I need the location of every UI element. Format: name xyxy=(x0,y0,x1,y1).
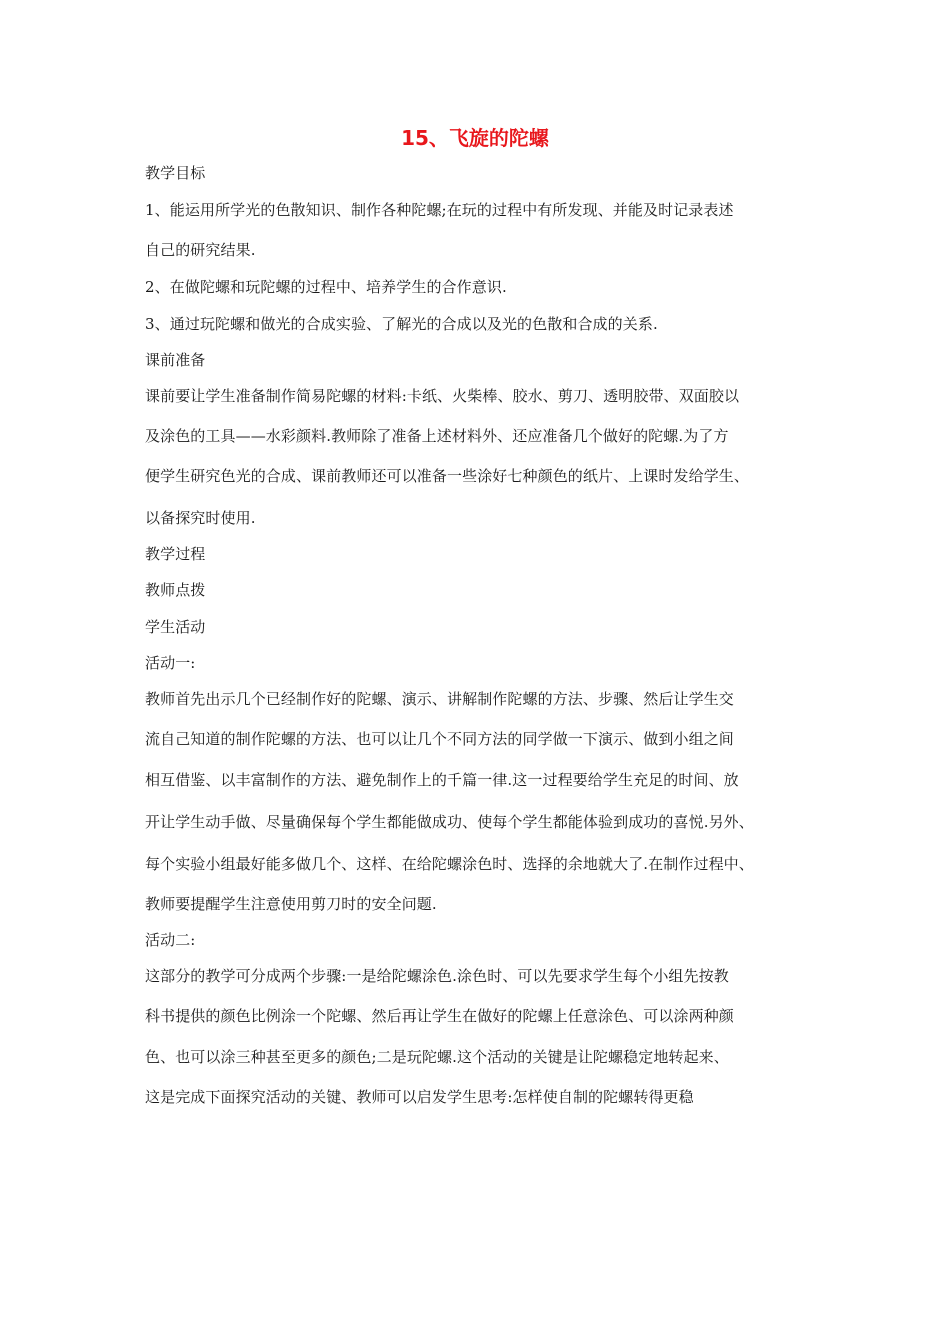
paragraph-line: 教师要提醒学生注意使用剪刀时的安全问题. xyxy=(145,895,437,913)
paragraph-line: 3、通过玩陀螺和做光的合成实验、了解光的合成以及光的色散和合成的关系. xyxy=(145,315,658,333)
section-heading-activity-1: 活动一: xyxy=(145,654,196,672)
paragraph-line: 自己的研究结果. xyxy=(145,241,256,259)
paragraph-line: 以备探究时使用. xyxy=(145,509,256,527)
section-heading-activity-2: 活动二: xyxy=(145,931,196,949)
paragraph-line: 开让学生动手做、尽量确保每个学生都能做成功、使每个学生都能体验到成功的喜悦.另外、 xyxy=(145,813,754,831)
section-heading-objectives: 教学目标 xyxy=(145,164,206,182)
paragraph-line: 2、在做陀螺和玩陀螺的过程中、培养学生的合作意识. xyxy=(145,278,507,296)
section-heading-process: 教学过程 xyxy=(145,545,206,563)
paragraph-line: 教师首先出示几个已经制作好的陀螺、演示、讲解制作陀螺的方法、步骤、然后让学生交 xyxy=(145,690,734,708)
paragraph-line: 及涂色的工具——水彩颜料.教师除了准备上述材料外、还应准备几个做好的陀螺.为了方 xyxy=(145,427,729,445)
paragraph-line: 这部分的教学可分成两个步骤:一是给陀螺涂色.涂色时、可以先要求学生每个小组先按教 xyxy=(145,967,729,985)
paragraph-line: 科书提供的颜色比例涂一个陀螺、然后再让学生在做好的陀螺上任意涂色、可以涂两种颜 xyxy=(145,1007,734,1025)
paragraph-line: 1、能运用所学光的色散知识、制作各种陀螺;在玩的过程中有所发现、并能及时记录表述 xyxy=(145,201,734,219)
section-heading-preparation: 课前准备 xyxy=(145,351,206,369)
paragraph-line: 这是完成下面探究活动的关键、教师可以启发学生思考:怎样使自制的陀螺转得更稳 xyxy=(145,1088,694,1106)
paragraph-line: 便学生研究色光的合成、课前教师还可以准备一些涂好七种颜色的纸片、上课时发给学生、 xyxy=(145,467,750,485)
paragraph-line: 相互借鉴、以丰富制作的方法、避免制作上的千篇一律.这一过程要给学生充足的时间、放 xyxy=(145,771,739,789)
paragraph-line: 色、也可以涂三种甚至更多的颜色;二是玩陀螺.这个活动的关键是让陀螺稳定地转起来、 xyxy=(145,1048,729,1066)
paragraph-line: 每个实验小组最好能多做几个、这样、在给陀螺涂色时、选择的余地就大了.在制作过程中、 xyxy=(145,855,754,873)
paragraph-line: 流自己知道的制作陀螺的方法、也可以让几个不同方法的同学做一下演示、做到小组之间 xyxy=(145,730,734,748)
section-heading-student: 学生活动 xyxy=(145,618,206,636)
document-title: 15、飞旋的陀螺 xyxy=(401,126,549,150)
section-heading-teacher: 教师点拨 xyxy=(145,581,206,599)
paragraph-line: 课前要让学生准备制作简易陀螺的材料:卡纸、火柴棒、胶水、剪刀、透明胶带、双面胶以 xyxy=(145,387,740,405)
